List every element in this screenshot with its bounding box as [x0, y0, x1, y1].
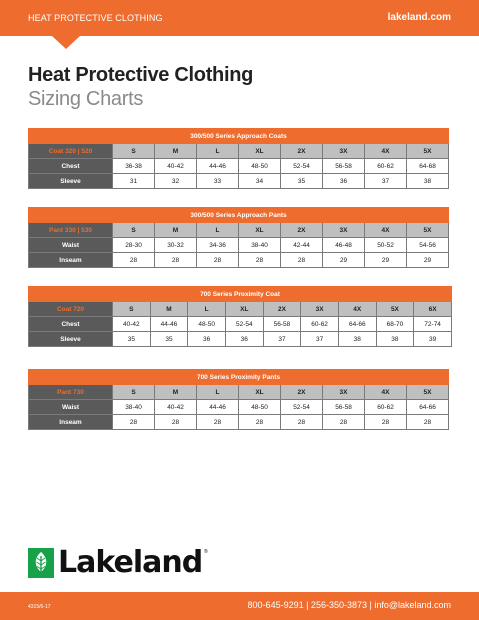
measurement-value: 50-52	[365, 238, 407, 253]
measurement-value: 29	[365, 253, 407, 268]
measurement-value: 37	[301, 332, 339, 347]
size-header: 3X	[323, 144, 365, 159]
table-row	[29, 332, 452, 347]
size-header: 4X	[365, 223, 407, 238]
measurement-value: 28	[197, 253, 239, 268]
size-header: M	[155, 385, 197, 400]
measurement-value: 60-62	[365, 400, 407, 415]
product-model-label: Coat 320 | 520	[29, 144, 113, 159]
size-header: S	[113, 223, 155, 238]
measurement-label: Inseam	[29, 415, 113, 430]
measurement-value: 52-54	[281, 159, 323, 174]
measurement-value: 35	[113, 332, 151, 347]
measurement-label: Sleeve	[29, 174, 113, 189]
measurement-value: 34	[239, 174, 281, 189]
table-caption: 700 Series Proximity Pants	[29, 370, 449, 385]
measurement-value: 42-44	[281, 238, 323, 253]
measurement-value: 40-42	[155, 159, 197, 174]
size-header: M	[150, 302, 188, 317]
measurement-value: 35	[150, 332, 188, 347]
size-header: S	[113, 302, 151, 317]
measurement-value: 35	[281, 174, 323, 189]
table-caption: 300/500 Series Approach Pants	[29, 208, 449, 223]
size-header: 4X	[365, 144, 407, 159]
logo-wordmark: Lakeland	[58, 545, 203, 580]
footer-banner	[0, 592, 479, 620]
size-header: XL	[239, 144, 281, 159]
measurement-value: 29	[407, 253, 449, 268]
measurement-value: 64-66	[407, 400, 449, 415]
measurement-value: 52-54	[225, 317, 263, 332]
measurement-value: 40-42	[155, 400, 197, 415]
measurement-value: 39	[414, 332, 452, 347]
table-row	[29, 159, 449, 174]
measurement-label: Waist	[29, 400, 113, 415]
size-header: L	[188, 302, 226, 317]
measurement-value: 48-50	[239, 159, 281, 174]
measurement-label: Chest	[29, 317, 113, 332]
size-header: 3X	[301, 302, 339, 317]
measurement-label: Waist	[29, 238, 113, 253]
measurement-value: 30-32	[155, 238, 197, 253]
size-header: 6X	[414, 302, 452, 317]
measurement-value: 33	[197, 174, 239, 189]
sizing-table	[28, 369, 449, 430]
document-code: 4315/6-17	[28, 604, 51, 610]
measurement-value: 48-50	[188, 317, 226, 332]
measurement-value: 28	[365, 415, 407, 430]
measurement-value: 38-40	[113, 400, 155, 415]
sizing-table	[28, 286, 452, 347]
measurement-value: 38	[376, 332, 414, 347]
measurement-value: 28	[113, 253, 155, 268]
lakeland-leaf-icon	[28, 548, 54, 578]
banner-notch	[52, 36, 80, 49]
measurement-label: Inseam	[29, 253, 113, 268]
size-header: XL	[239, 385, 281, 400]
sizing-table	[28, 128, 449, 189]
measurement-value: 36	[188, 332, 226, 347]
product-model-label: Pant 330 | 530	[29, 223, 113, 238]
measurement-value: 37	[365, 174, 407, 189]
measurement-value: 52-54	[281, 400, 323, 415]
size-header: XL	[239, 223, 281, 238]
measurement-value: 34-36	[197, 238, 239, 253]
measurement-value: 40-42	[113, 317, 151, 332]
size-header: XL	[225, 302, 263, 317]
measurement-value: 32	[155, 174, 197, 189]
table-caption: 700 Series Proximity Coat	[29, 287, 452, 302]
measurement-value: 38	[407, 174, 449, 189]
measurement-value: 64-68	[407, 159, 449, 174]
size-header: 5X	[407, 223, 449, 238]
table-row	[29, 317, 452, 332]
size-header: L	[197, 144, 239, 159]
measurement-value: 64-66	[338, 317, 376, 332]
measurement-value: 44-46	[150, 317, 188, 332]
measurement-value: 56-58	[263, 317, 301, 332]
top-banner	[0, 0, 479, 36]
measurement-value: 28	[155, 415, 197, 430]
size-header: 2X	[281, 144, 323, 159]
measurement-value: 36-38	[113, 159, 155, 174]
registered-mark: ®	[204, 549, 208, 555]
size-header: 2X	[281, 223, 323, 238]
table-row	[29, 174, 449, 189]
size-header: 5X	[376, 302, 414, 317]
measurement-value: 29	[323, 253, 365, 268]
measurement-label: Chest	[29, 159, 113, 174]
size-header: 4X	[338, 302, 376, 317]
measurement-value: 60-62	[301, 317, 339, 332]
size-header: 3X	[323, 223, 365, 238]
contact-info[interactable]: 800-645-9291 | 256-350-3873 | info@lakeland.com	[247, 600, 451, 610]
measurement-label: Sleeve	[29, 332, 113, 347]
size-header: 4X	[365, 385, 407, 400]
size-header: L	[197, 385, 239, 400]
measurement-value: 44-46	[197, 159, 239, 174]
product-model-label: Coat 720	[29, 302, 113, 317]
measurement-value: 68-70	[376, 317, 414, 332]
size-header: 3X	[323, 385, 365, 400]
measurement-value: 28	[239, 253, 281, 268]
measurement-value: 60-62	[365, 159, 407, 174]
measurement-value: 28	[113, 415, 155, 430]
measurement-value: 28	[239, 415, 281, 430]
measurement-value: 28-30	[113, 238, 155, 253]
measurement-value: 38	[338, 332, 376, 347]
size-header: S	[113, 144, 155, 159]
size-header: 5X	[407, 385, 449, 400]
measurement-value: 38-40	[239, 238, 281, 253]
page-subtitle: Sizing Charts	[28, 88, 144, 110]
measurement-value: 28	[197, 415, 239, 430]
table-row	[29, 238, 449, 253]
table-row	[29, 415, 449, 430]
size-header: M	[155, 223, 197, 238]
measurement-value: 46-48	[323, 238, 365, 253]
size-header: 5X	[407, 144, 449, 159]
measurement-value: 36	[225, 332, 263, 347]
measurement-value: 44-46	[197, 400, 239, 415]
measurement-value: 37	[263, 332, 301, 347]
size-header: L	[197, 223, 239, 238]
measurement-value: 28	[281, 253, 323, 268]
measurement-value: 31	[113, 174, 155, 189]
measurement-value: 28	[323, 415, 365, 430]
website-link[interactable]: lakeland.com	[387, 12, 451, 23]
size-header: M	[155, 144, 197, 159]
size-header: 2X	[263, 302, 301, 317]
table-caption: 300/500 Series Approach Coats	[29, 129, 449, 144]
product-model-label: Pant 730	[29, 385, 113, 400]
page-title: Heat Protective Clothing	[28, 64, 254, 86]
measurement-value: 28	[407, 415, 449, 430]
category-label: HEAT PROTECTIVE CLOTHING	[28, 13, 163, 23]
measurement-value: 56-58	[323, 159, 365, 174]
size-header: 2X	[281, 385, 323, 400]
measurement-value: 72-74	[414, 317, 452, 332]
size-header: S	[113, 385, 155, 400]
table-row	[29, 400, 449, 415]
measurement-value: 48-50	[239, 400, 281, 415]
sizing-table	[28, 207, 449, 268]
measurement-value: 56-58	[323, 400, 365, 415]
table-row	[29, 253, 449, 268]
measurement-value: 54-56	[407, 238, 449, 253]
measurement-value: 28	[281, 415, 323, 430]
measurement-value: 36	[323, 174, 365, 189]
measurement-value: 28	[155, 253, 197, 268]
